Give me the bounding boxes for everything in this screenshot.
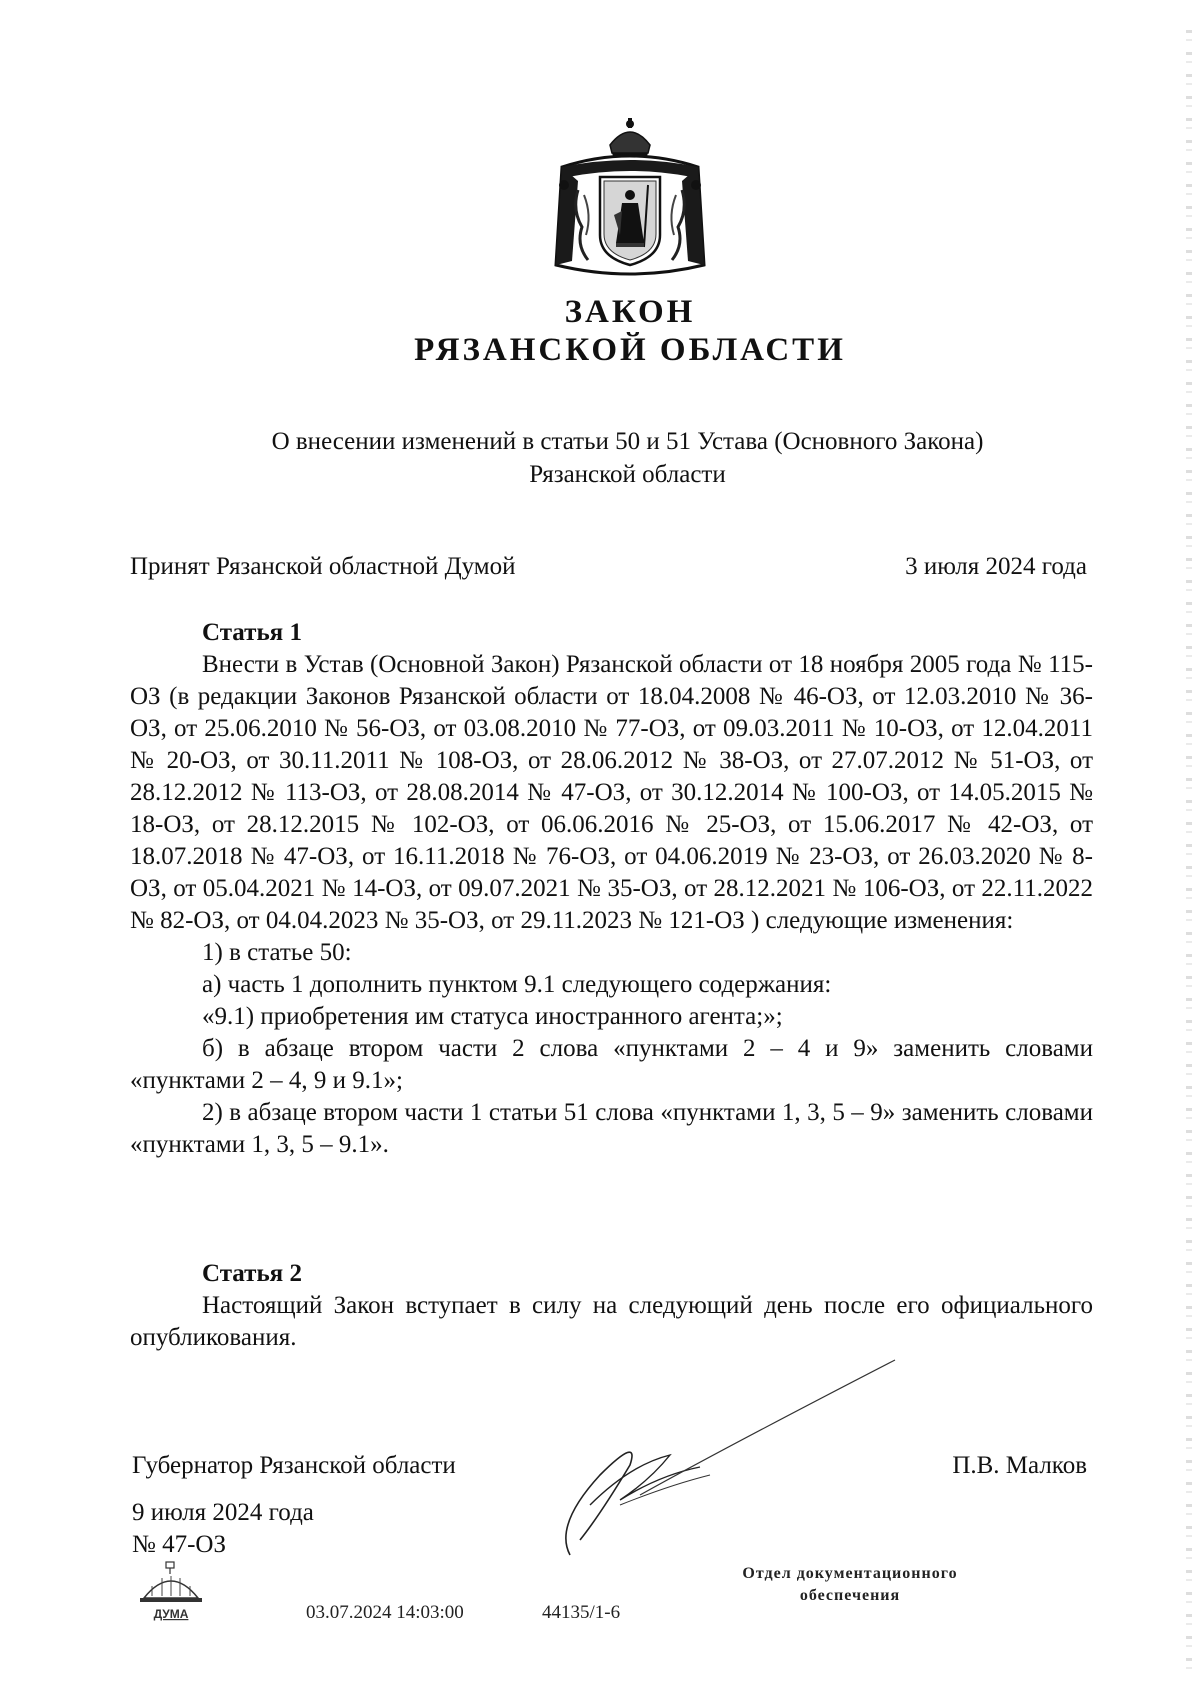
ryazan-coat-of-arms-icon [548, 115, 712, 283]
duma-logo-label: ДУМА [153, 1607, 189, 1621]
signing-date: 9 июля 2024 года [132, 1499, 314, 1526]
adoption-date: 3 июля 2024 года [905, 553, 1087, 580]
department-stamp-line2: обеспечения [799, 1587, 901, 1604]
scan-edge-artifact [1186, 30, 1192, 1670]
article-1-item-1a: а) часть 1 дополнить пунктом 9.1 следующего содержания: [202, 971, 832, 998]
department-stamp [690, 1563, 1010, 1607]
department-stamp-line1: Отдел документационного [742, 1565, 958, 1582]
registration-timestamp: 03.07.2024 14:03:00 [306, 1602, 464, 1623]
law-title-line2: РЯЗАНСКОЙ ОБЛАСТИ [414, 332, 846, 368]
adopted-by: Принят Рязанской областной Думой [130, 553, 516, 580]
registration-number: 44135/1-6 [542, 1602, 621, 1623]
article-1-item-2: 2) в абзаце втором части 1 статьи 51 слова «пунктами 1, 3, 5 – 9» заменить словами «пунктами 1, 3, 5 – 9.1». [130, 1099, 1093, 1158]
signing-info [132, 1497, 314, 1561]
article-1-item-1: 1) в статье 50: [202, 939, 352, 966]
signatory-name: П.В. Малков [952, 1452, 1087, 1479]
law-title-line1: ЗАКОН [564, 294, 696, 330]
law-subject-line2: Рязанской области [529, 461, 726, 488]
article-1-intro: Внести в Устав (Основной Закон) Рязанской области от 18 ноября 2005 года № 115-ОЗ (в редакции Законов Рязанской области от 18.04.2008 № 46-ОЗ, от 12.03.2010 № 36-ОЗ, от 25.06.2010 № 56-ОЗ, от 03.08.2010 № 77-ОЗ, от 09.03.2011 № 10-ОЗ, от 12.04.2011 № 20-ОЗ, от 30.11.2011 № 108-ОЗ, от 28.06.2012 № 38-ОЗ, от 27.07.2012 № 51-ОЗ, от 28.12.2012 № 113-ОЗ, от 28.08.2014 № 47-ОЗ, от 30.12.2014 № 100-ОЗ, от 14.05.2015 № 18-ОЗ, от 28.12.2015 № 102-ОЗ, от 06.06.2016 № 25-ОЗ, от 15.06.2017 № 42-ОЗ, от 18.07.2018 № 47-ОЗ, от 16.11.2018 № 76-ОЗ, от 04.06.2019 № 23-ОЗ, от 26.03.2020 № 8-ОЗ, от 05.04.2021 № 14-ОЗ, от 09.07.2021 № 35-ОЗ, от 28.12.2021 № 106-ОЗ, от 22.11.2022 № 82-ОЗ, от 04.04.2023 № 35-ОЗ, от 29.11.2023 № 121-ОЗ ) следующие изменения: [130, 651, 1093, 934]
article-1 [130, 617, 1093, 1161]
duma-logo-icon [136, 1560, 206, 1626]
article-2 [130, 1258, 1093, 1354]
article-1-heading: Статья 1 [202, 619, 302, 646]
article-1-item-1a-quote: «9.1) приобретения им статуса иностранного агента;»; [202, 1003, 783, 1030]
law-number: № 47-ОЗ [132, 1531, 227, 1558]
law-subject [160, 425, 1095, 491]
article-1-item-1b: б) в абзаце втором части 2 слова «пунктами 2 – 4 и 9» заменить словами «пунктами 2 – 4, 9 и 9.1»; [130, 1035, 1093, 1094]
law-subject-line1: О внесении изменений в статьи 50 и 51 Устава (Основного Закона) [271, 428, 984, 455]
article-2-heading: Статья 2 [202, 1260, 302, 1287]
signatory-row [132, 1452, 1087, 1480]
signatory-position: Губернатор Рязанской области [132, 1452, 456, 1479]
adoption-row [130, 553, 1087, 581]
article-2-text: Настоящий Закон вступает в силу на следующий день после его официального опубликования. [130, 1292, 1093, 1351]
